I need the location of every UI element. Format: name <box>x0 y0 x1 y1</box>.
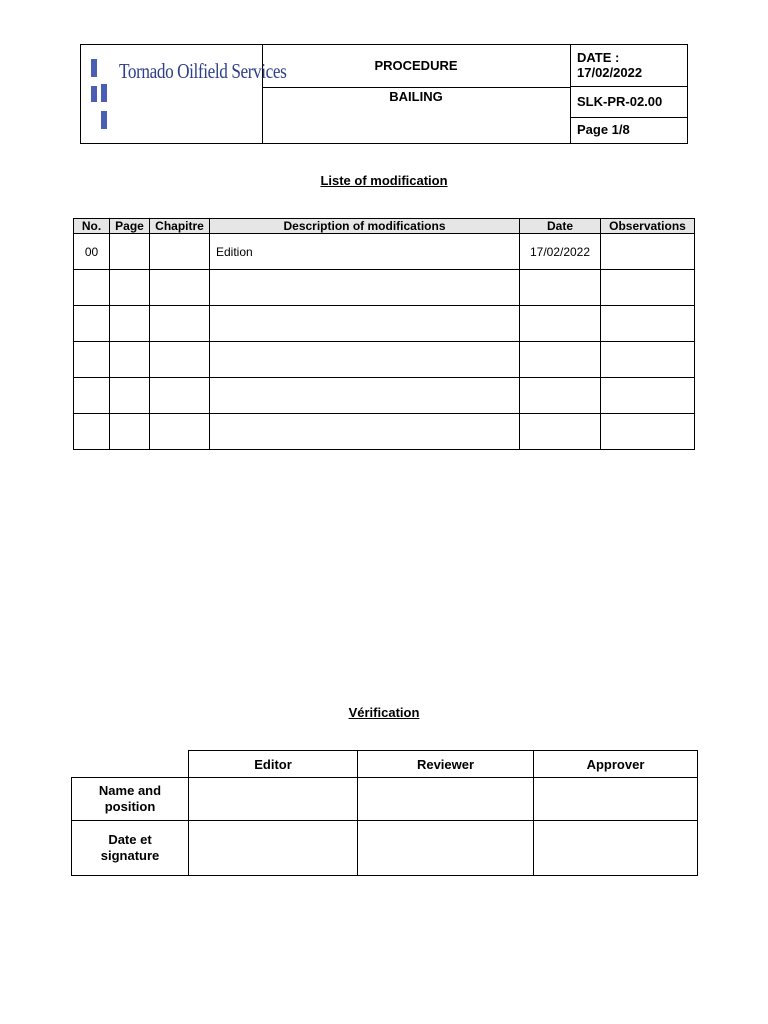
table-cell <box>110 306 150 342</box>
column-header: Page <box>110 219 150 234</box>
verification-title: Vérification <box>348 705 420 720</box>
table-row <box>74 414 695 450</box>
document-title: BAILING <box>389 89 443 104</box>
signature-cell <box>534 821 698 876</box>
table-cell <box>210 306 520 342</box>
table-cell <box>210 414 520 450</box>
table-cell <box>520 414 601 450</box>
row-label-line: position <box>104 799 156 814</box>
date-label: DATE : <box>577 50 620 65</box>
table-cell <box>150 414 210 450</box>
table-cell <box>210 378 520 414</box>
table-cell <box>601 414 695 450</box>
table-cell <box>210 342 520 378</box>
table-cell <box>74 270 110 306</box>
column-header-reviewer: Reviewer <box>358 751 534 778</box>
table-row <box>74 378 695 414</box>
signature-cell <box>189 778 358 821</box>
table-cell: 00 <box>74 234 110 270</box>
row-label-date-signature <box>72 821 189 876</box>
row-label-line: Name and <box>98 783 162 798</box>
signature-cell <box>534 778 698 821</box>
table-cell <box>110 342 150 378</box>
table-cell <box>520 378 601 414</box>
signature-cell <box>358 778 534 821</box>
table-cell <box>74 378 110 414</box>
signature-cell <box>358 821 534 876</box>
row-label-line: signature <box>100 848 160 863</box>
table-cell <box>210 270 520 306</box>
column-header: No. <box>74 219 110 234</box>
verification-table <box>71 777 698 876</box>
table-cell <box>110 270 150 306</box>
table-row <box>72 778 698 821</box>
row-label-name-position <box>72 778 189 821</box>
signature-cell <box>189 821 358 876</box>
table-row <box>74 234 695 270</box>
document-header <box>80 44 688 144</box>
column-header-editor: Editor <box>189 751 358 778</box>
column-header: Description of modifications <box>210 219 520 234</box>
verification-header-row <box>189 751 698 778</box>
table-cell <box>74 342 110 378</box>
table-cell <box>110 378 150 414</box>
modifications-table <box>73 218 695 450</box>
table-cell: 17/02/2022 <box>520 234 601 270</box>
table-cell <box>601 234 695 270</box>
table-cell <box>74 414 110 450</box>
column-header: Observations <box>601 219 695 234</box>
modifications-title: Liste of modification <box>320 173 448 188</box>
table-cell <box>110 414 150 450</box>
verification-header-table <box>188 750 698 778</box>
header-meta-cell <box>571 45 688 143</box>
header-title-cell <box>262 45 571 143</box>
column-header-approver: Approver <box>534 751 698 778</box>
column-header: Date <box>520 219 601 234</box>
table-cell <box>150 234 210 270</box>
table-cell <box>150 270 210 306</box>
table-cell <box>520 342 601 378</box>
row-label-line: Date et <box>108 832 152 847</box>
table-header-row <box>74 219 695 234</box>
table-cell <box>601 306 695 342</box>
table-cell <box>601 342 695 378</box>
table-cell <box>150 378 210 414</box>
table-row <box>74 270 695 306</box>
table-row <box>74 342 695 378</box>
table-cell <box>150 306 210 342</box>
table-cell <box>520 270 601 306</box>
column-header: Chapitre <box>150 219 210 234</box>
table-cell <box>601 270 695 306</box>
table-cell <box>601 378 695 414</box>
date-cell <box>571 45 688 87</box>
table-row <box>74 306 695 342</box>
page-number: Page 1/8 <box>577 122 630 137</box>
date-value: 17/02/2022 <box>577 65 643 80</box>
table-cell <box>74 306 110 342</box>
table-row <box>72 821 698 876</box>
document-type: PROCEDURE <box>262 45 570 88</box>
table-cell <box>150 342 210 378</box>
table-cell <box>520 306 601 342</box>
company-name: Tornado Oilfield Services <box>119 59 287 83</box>
company-logo <box>81 45 287 143</box>
reference-number: SLK-PR-02.00 <box>571 87 688 118</box>
table-cell <box>110 234 150 270</box>
table-cell: Edition <box>210 234 520 270</box>
